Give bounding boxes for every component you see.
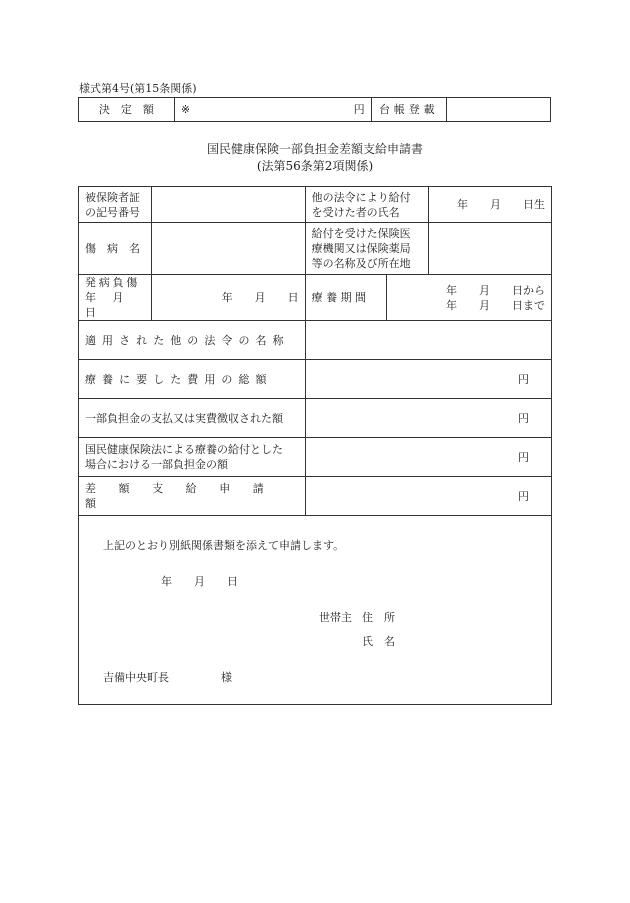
address-label: 住 所 [362, 611, 395, 624]
honorific: 様 [221, 671, 232, 684]
yen-unit: 円 [518, 450, 529, 464]
table-row [79, 187, 552, 223]
decision-amount-label: 決 定 額 [79, 98, 175, 122]
table-row [79, 321, 552, 360]
table-row [79, 275, 552, 321]
ledger-entry-label: 台帳登載 [371, 98, 446, 122]
form-number: 様式第4号(第15条関係) [79, 82, 197, 95]
insured-code-label: 被保険者証 の記号番号 [79, 187, 152, 223]
nhi-copay-field[interactable] [305, 438, 551, 477]
table-row [79, 438, 552, 477]
declaration-box [79, 516, 552, 705]
injury-date-field[interactable]: 年 月 日 [151, 275, 305, 321]
injury-date-label: 発病負傷 年 月 日 [79, 275, 152, 321]
application-table [78, 186, 552, 705]
yen-unit: 円 [518, 411, 529, 425]
form-subtitle: (法第56条第2項関係) [256, 159, 374, 173]
ledger-entry-field[interactable] [446, 98, 550, 122]
birth-date-field[interactable]: 年 月 日生 [429, 187, 552, 223]
total-cost-field[interactable] [305, 360, 551, 399]
insured-code-field[interactable] [151, 187, 305, 223]
declaration-text: 上記のとおり別紙関係書類を添えて申請します。 [103, 539, 345, 552]
treatment-period-label: 療 養 期 間 [305, 275, 387, 321]
difference-claim-field[interactable] [305, 477, 551, 516]
total-cost-label: 療養に要した費用の総額 [79, 360, 306, 399]
householder-label: 世帯主 [319, 611, 352, 624]
nhi-copay-label: 国民健康保険法による療養の給付とした 場合における一部負担金の額 [79, 438, 306, 477]
difference-claim-label: 差額支給申請額 [79, 477, 306, 516]
application-date[interactable]: 年 月 日 [161, 575, 238, 588]
provider-field[interactable] [429, 223, 552, 275]
decision-yen-unit: 円 [353, 103, 365, 116]
illness-label: 傷 病 名 [79, 223, 152, 275]
table-row [79, 477, 552, 516]
addressee: 吉備中央町長 [103, 671, 169, 684]
yen-unit: 円 [518, 372, 529, 386]
illness-field[interactable] [151, 223, 305, 275]
declaration-row [79, 516, 552, 705]
reference-mark: ※ [180, 103, 191, 116]
table-row [79, 399, 552, 438]
period-to: 年 月 日まで [446, 298, 545, 312]
other-law-field[interactable] [305, 321, 551, 360]
table-row [79, 360, 552, 399]
form-title: 国民健康保険一部負担金差額支給申請書 [206, 142, 423, 156]
copay-paid-label: 一部負担金の支払又は実費徴収された額 [79, 399, 306, 438]
copay-paid-field[interactable] [305, 399, 551, 438]
decision-amount-field[interactable] [174, 98, 371, 122]
other-law-label: 適用された他の法令の名称 [79, 321, 306, 360]
table-row [79, 223, 552, 275]
treatment-period-field[interactable] [387, 275, 552, 321]
provider-label: 給付を受けた保険医 療機関又は保険薬局 等の名称及び所在地 [305, 223, 428, 275]
name-label: 氏 名 [362, 635, 395, 648]
period-from: 年 月 日から [446, 283, 545, 297]
recipient-name-label: 他の法令により給付 を受けた者の氏名 [305, 187, 428, 223]
decision-table [78, 97, 551, 122]
yen-unit: 円 [518, 489, 529, 503]
